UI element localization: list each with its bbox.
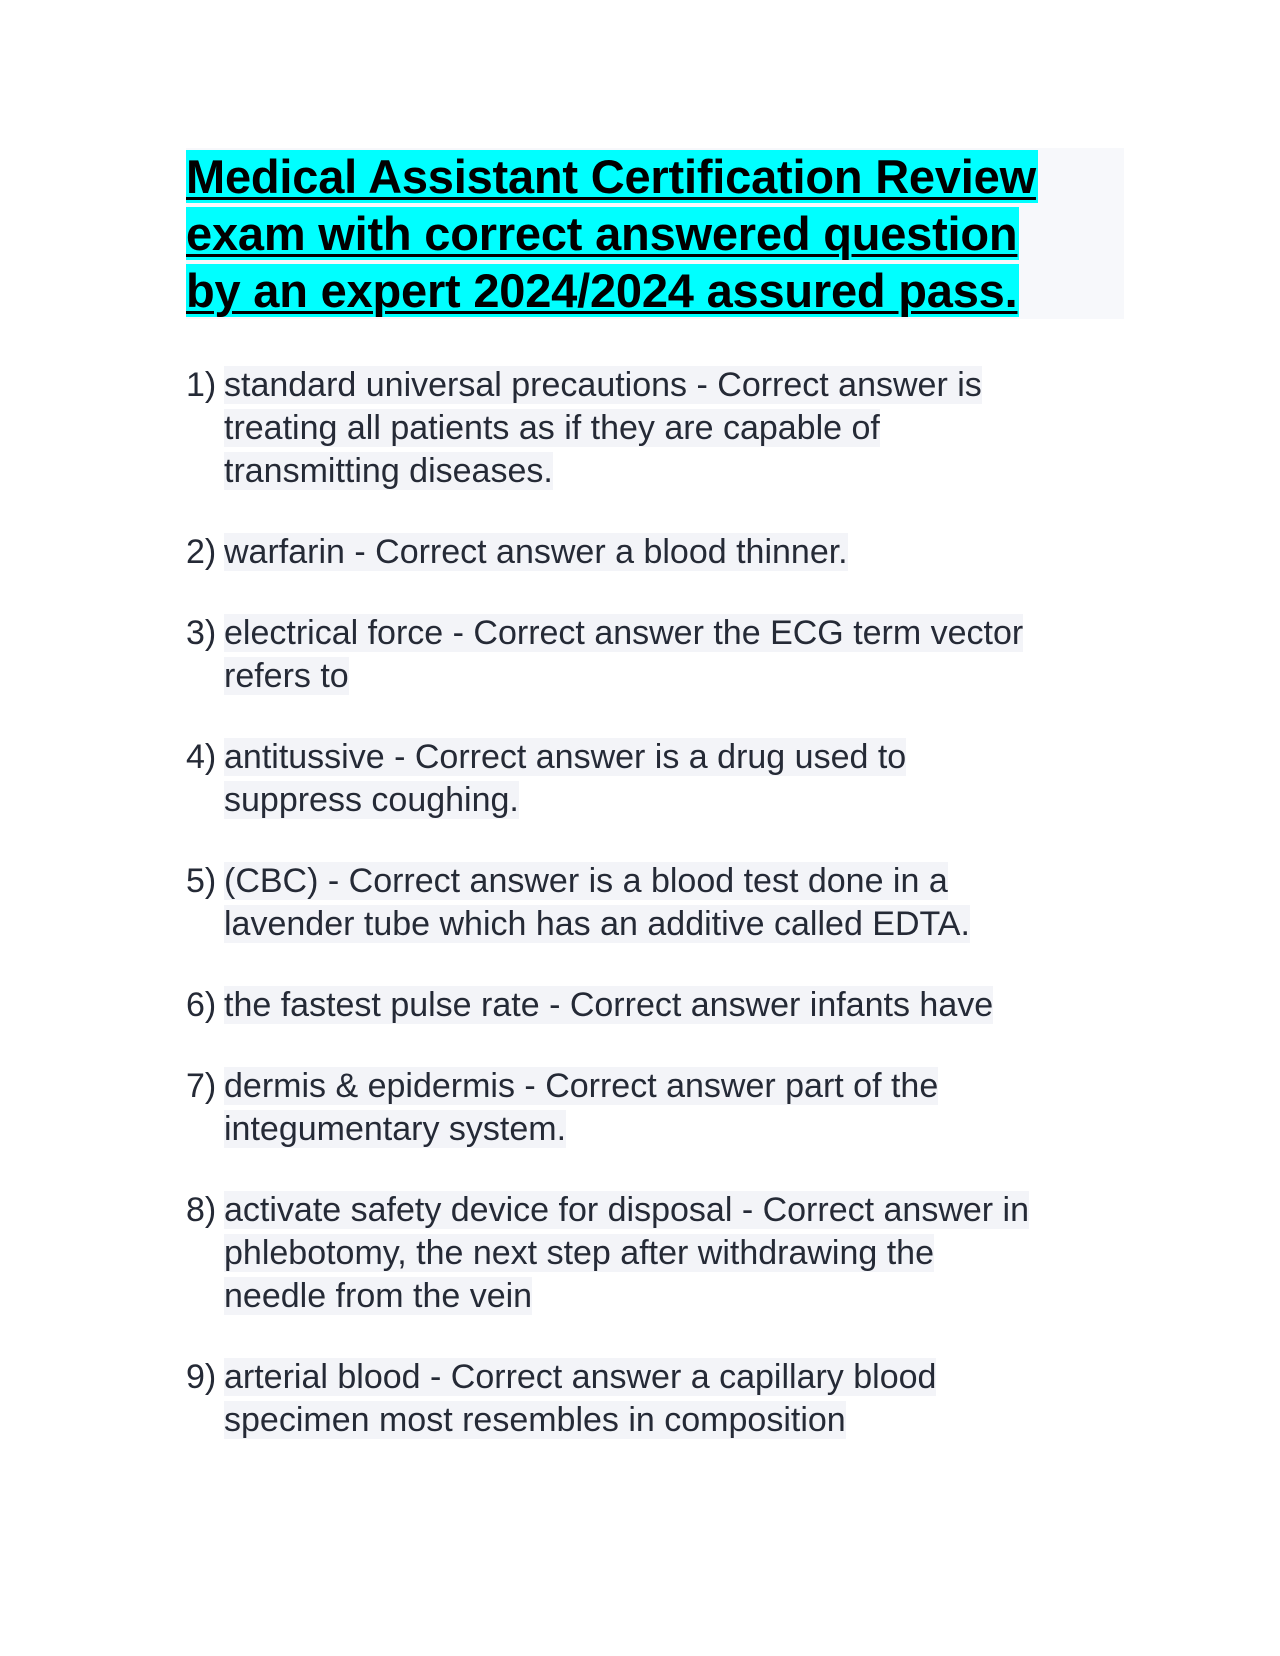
item-text: needle from the vein: [224, 1277, 533, 1315]
item-text: electrical force - Correct answer the ECG term vector: [224, 614, 1024, 652]
item-text-line: [224, 736, 1146, 779]
item-text-line: [224, 1399, 1146, 1442]
item-text-line: [224, 1065, 1146, 1108]
list-item: [186, 1189, 1146, 1318]
item-text-line: [224, 1232, 1146, 1275]
item-text: integumentary system.: [224, 1110, 567, 1148]
list-item: [186, 364, 1146, 493]
item-number: 7): [186, 1067, 217, 1105]
item-number: 5): [186, 862, 217, 900]
item-text: specimen most resembles in composition: [224, 1401, 846, 1439]
item-text-line: [224, 407, 1146, 450]
item-text-line: [224, 1189, 1146, 1232]
item-text-line: [224, 984, 1146, 1027]
item-text: activate safety device for disposal - Correct answer in: [224, 1191, 1030, 1229]
item-text-line: [224, 779, 1146, 822]
item-text-line: [224, 655, 1146, 698]
item-text: warfarin - Correct answer a blood thinner.: [224, 533, 848, 571]
item-text: antitussive - Correct answer is a drug used to: [224, 738, 907, 776]
list-item: [186, 1065, 1146, 1151]
title-line: Medical Assistant Certification Review: [186, 150, 1036, 203]
list-item: [186, 860, 1146, 946]
item-number: 2): [186, 533, 217, 571]
item-text-line: [224, 1275, 1146, 1318]
item-text-line: [224, 612, 1146, 655]
item-text: dermis & epidermis - Correct answer part of the: [224, 1067, 939, 1105]
item-text: phlebotomy, the next step after withdrawing the: [224, 1234, 934, 1272]
list-item: [186, 984, 1146, 1027]
item-text-line: [224, 450, 1146, 493]
item-text: standard universal precautions - Correct answer is: [224, 366, 982, 404]
item-text-line: [224, 903, 1146, 946]
list-item: [186, 736, 1146, 822]
item-text: treating all patients as if they are capable of: [224, 409, 880, 447]
item-text: lavender tube which has an additive called EDTA.: [224, 905, 970, 943]
list-item: [186, 612, 1146, 698]
item-number: 4): [186, 738, 217, 776]
question-answer-list: [186, 364, 1146, 1442]
item-text-line: [224, 364, 1146, 407]
item-number: 9): [186, 1358, 217, 1396]
item-text: suppress coughing.: [224, 781, 519, 819]
list-item: [186, 531, 1146, 574]
item-text: refers to: [224, 657, 349, 695]
item-text: the fastest pulse rate - Correct answer infants have: [224, 986, 994, 1024]
title-line: exam with correct answered question: [186, 207, 1018, 260]
item-text-line: [224, 1108, 1146, 1151]
title-line: by an expert 2024/2024 assured pass.: [186, 264, 1018, 317]
item-text: (CBC) - Correct answer is a blood test done in a: [224, 862, 948, 900]
item-text-line: [224, 1356, 1146, 1399]
item-text: arterial blood - Correct answer a capillary blood: [224, 1358, 937, 1396]
item-text: transmitting diseases.: [224, 452, 553, 490]
item-number: 1): [186, 366, 217, 404]
item-number: 6): [186, 986, 217, 1024]
item-number: 3): [186, 614, 217, 652]
list-item: [186, 1356, 1146, 1442]
item-text-line: [224, 860, 1146, 903]
document-title: [186, 148, 1124, 319]
item-number: 8): [186, 1191, 217, 1229]
item-text-line: [224, 531, 1146, 574]
